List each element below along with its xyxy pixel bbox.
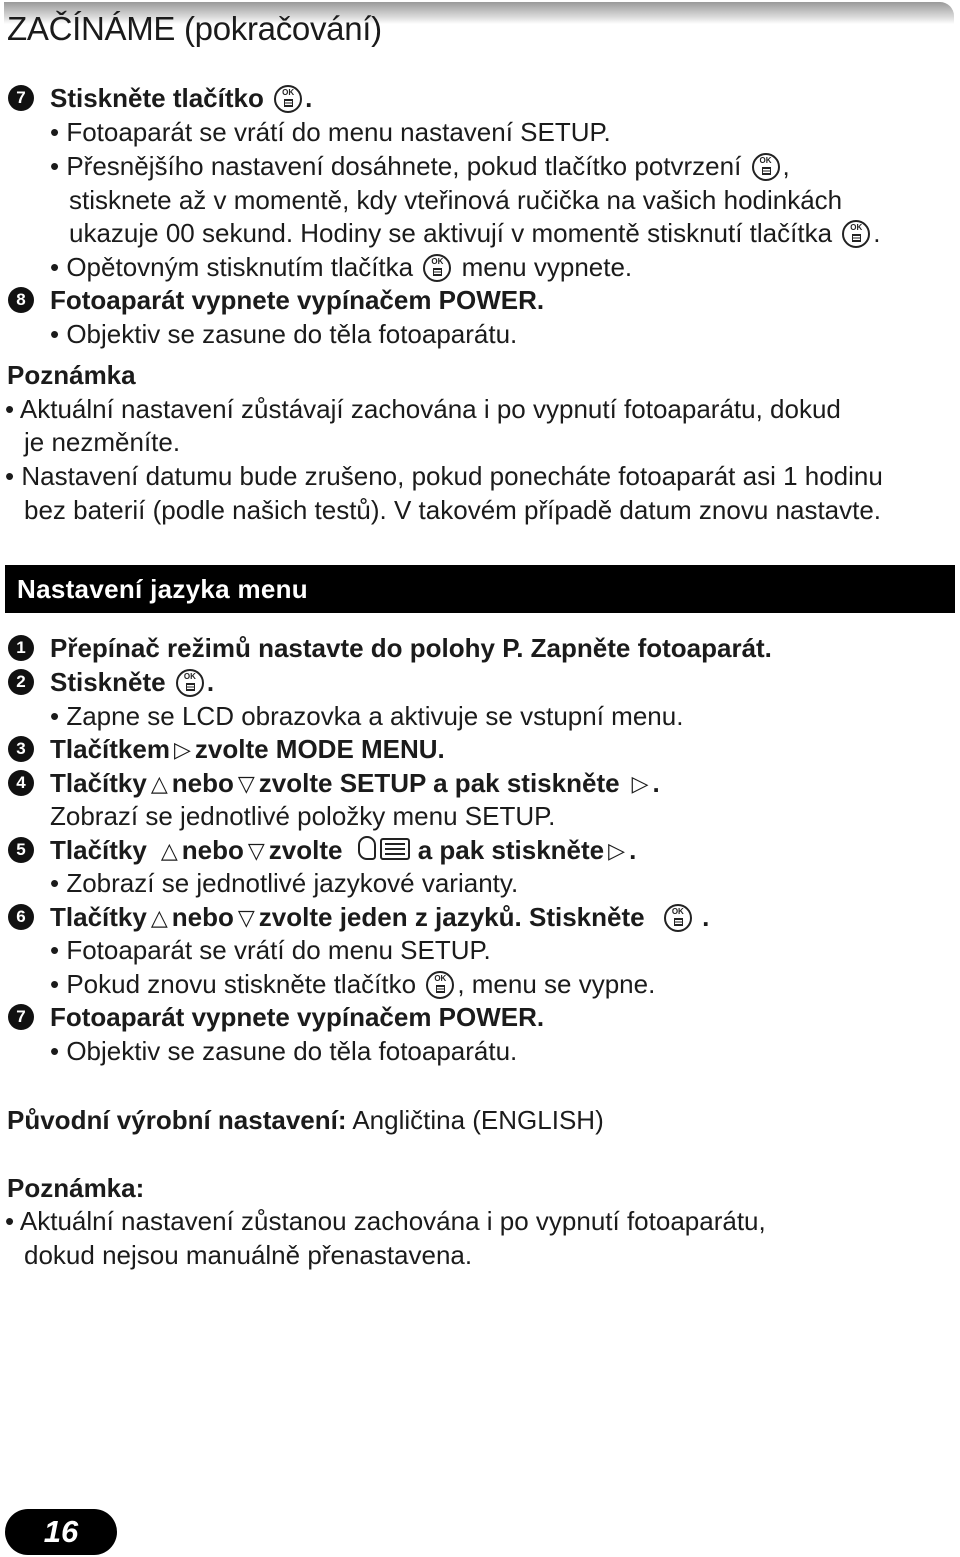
bullet-text: • Opětovným stisknutím tlačítka OK menu vypnete. — [50, 252, 633, 282]
down-arrow-icon: ▽ — [237, 771, 255, 796]
default-setting — [7, 1103, 604, 1137]
bullet-text: ukazuje 00 sekund. Hodiny se aktivují v momentě stisknutí tlačítka OK . — [69, 218, 881, 248]
note-heading: Poznámka: — [7, 1173, 145, 1203]
step-number: 5 — [8, 837, 34, 863]
bullet-text: • Fotoaparát se vrátí do menu SETUP. — [50, 935, 491, 965]
note-text: dokud nejsou manuálně přenastavena. — [24, 1240, 473, 1270]
note-text: • Aktuální nastavení zůstávají zachována i po vypnutí fotoaparátu, dokud — [5, 394, 841, 424]
bullet-text: • Přesnějšího nastavení dosáhnete, pokud tlačítko potvrzení OK , — [50, 151, 790, 181]
step-number: 7 — [8, 1004, 34, 1030]
step-number: 1 — [8, 635, 34, 661]
language-icon — [356, 836, 412, 864]
right-arrow-icon: ▷ — [608, 838, 626, 863]
ok-button-icon: OK — [842, 220, 870, 248]
note-text: • Nastavení datumu bude zrušeno, pokud ponecháte fotoaparát asi 1 hodinu — [5, 461, 883, 491]
step-text: Fotoaparát vypnete vypínačem POWER. — [50, 1002, 545, 1032]
note-text: • Aktuální nastavení zůstanou zachována i po vypnutí fotoaparátu, — [5, 1206, 766, 1236]
ok-button-icon: OK — [176, 669, 204, 697]
bullet-text: • Fotoaparát se vrátí do menu nastavení SETUP. — [50, 117, 611, 147]
note-text: je nezměníte. — [24, 427, 181, 457]
section-banner: Nastavení jazyka menu — [5, 565, 955, 613]
bullet-text: • Zapne se LCD obrazovka a aktivuje se vstupní menu. — [50, 701, 684, 731]
bullet-text: • Pokud znovu stiskněte tlačítko OK , menu se vypne. — [50, 969, 656, 999]
step-number: 2 — [8, 669, 34, 695]
step-text: Fotoaparát vypnete vypínačem POWER. — [50, 285, 545, 315]
step-number: 8 — [8, 287, 34, 313]
up-arrow-icon: △ — [160, 838, 178, 863]
ok-button-icon: OK — [423, 254, 451, 282]
bullet-text: stisknete až v momentě, kdy vteřinová ručička na vašich hodinkách — [69, 185, 843, 215]
bullet-text: • Zobrazí se jednotlivé jazykové varianty. — [50, 868, 519, 898]
step-detail: Zobrazí se jednotlivé položky menu SETUP. — [50, 801, 556, 831]
step-number: 7 — [8, 85, 34, 111]
default-setting-value: Angličtina (ENGLISH) — [352, 1105, 604, 1135]
step-text: Přepínač režimů nastavte do polohy P. Zapněte fotoaparát. — [50, 633, 772, 663]
default-setting-label: Původní výrobní nastavení: — [7, 1105, 347, 1135]
step-number: 4 — [8, 770, 34, 796]
ok-button-icon: OK — [752, 153, 780, 181]
ok-button-icon: OK — [426, 971, 454, 999]
step-text: Stiskněte tlačítko — [50, 83, 264, 113]
right-arrow-icon: ▷ — [631, 771, 649, 796]
ok-button-icon: OK — [664, 904, 692, 932]
note-text: bez baterií (podle našich testů). V takovém případě datum znovu nastavte. — [24, 495, 882, 525]
step-number: 6 — [8, 904, 34, 930]
up-arrow-icon: △ — [150, 905, 168, 930]
page-title: ZAČÍNÁME (pokračování) — [7, 10, 382, 47]
up-arrow-icon: △ — [150, 771, 168, 796]
page-number: 16 — [5, 1509, 117, 1555]
bullet-text: • Objektiv se zasune do těla fotoaparátu. — [50, 1036, 518, 1066]
bullet-text: • Objektiv se zasune do těla fotoaparátu. — [50, 319, 518, 349]
ok-button-icon: OK — [274, 85, 302, 113]
right-arrow-icon: ▷ — [173, 737, 191, 762]
note-heading: Poznámka — [7, 360, 136, 390]
down-arrow-icon: ▽ — [237, 905, 255, 930]
down-arrow-icon: ▽ — [247, 838, 265, 863]
step-number: 3 — [8, 736, 34, 762]
